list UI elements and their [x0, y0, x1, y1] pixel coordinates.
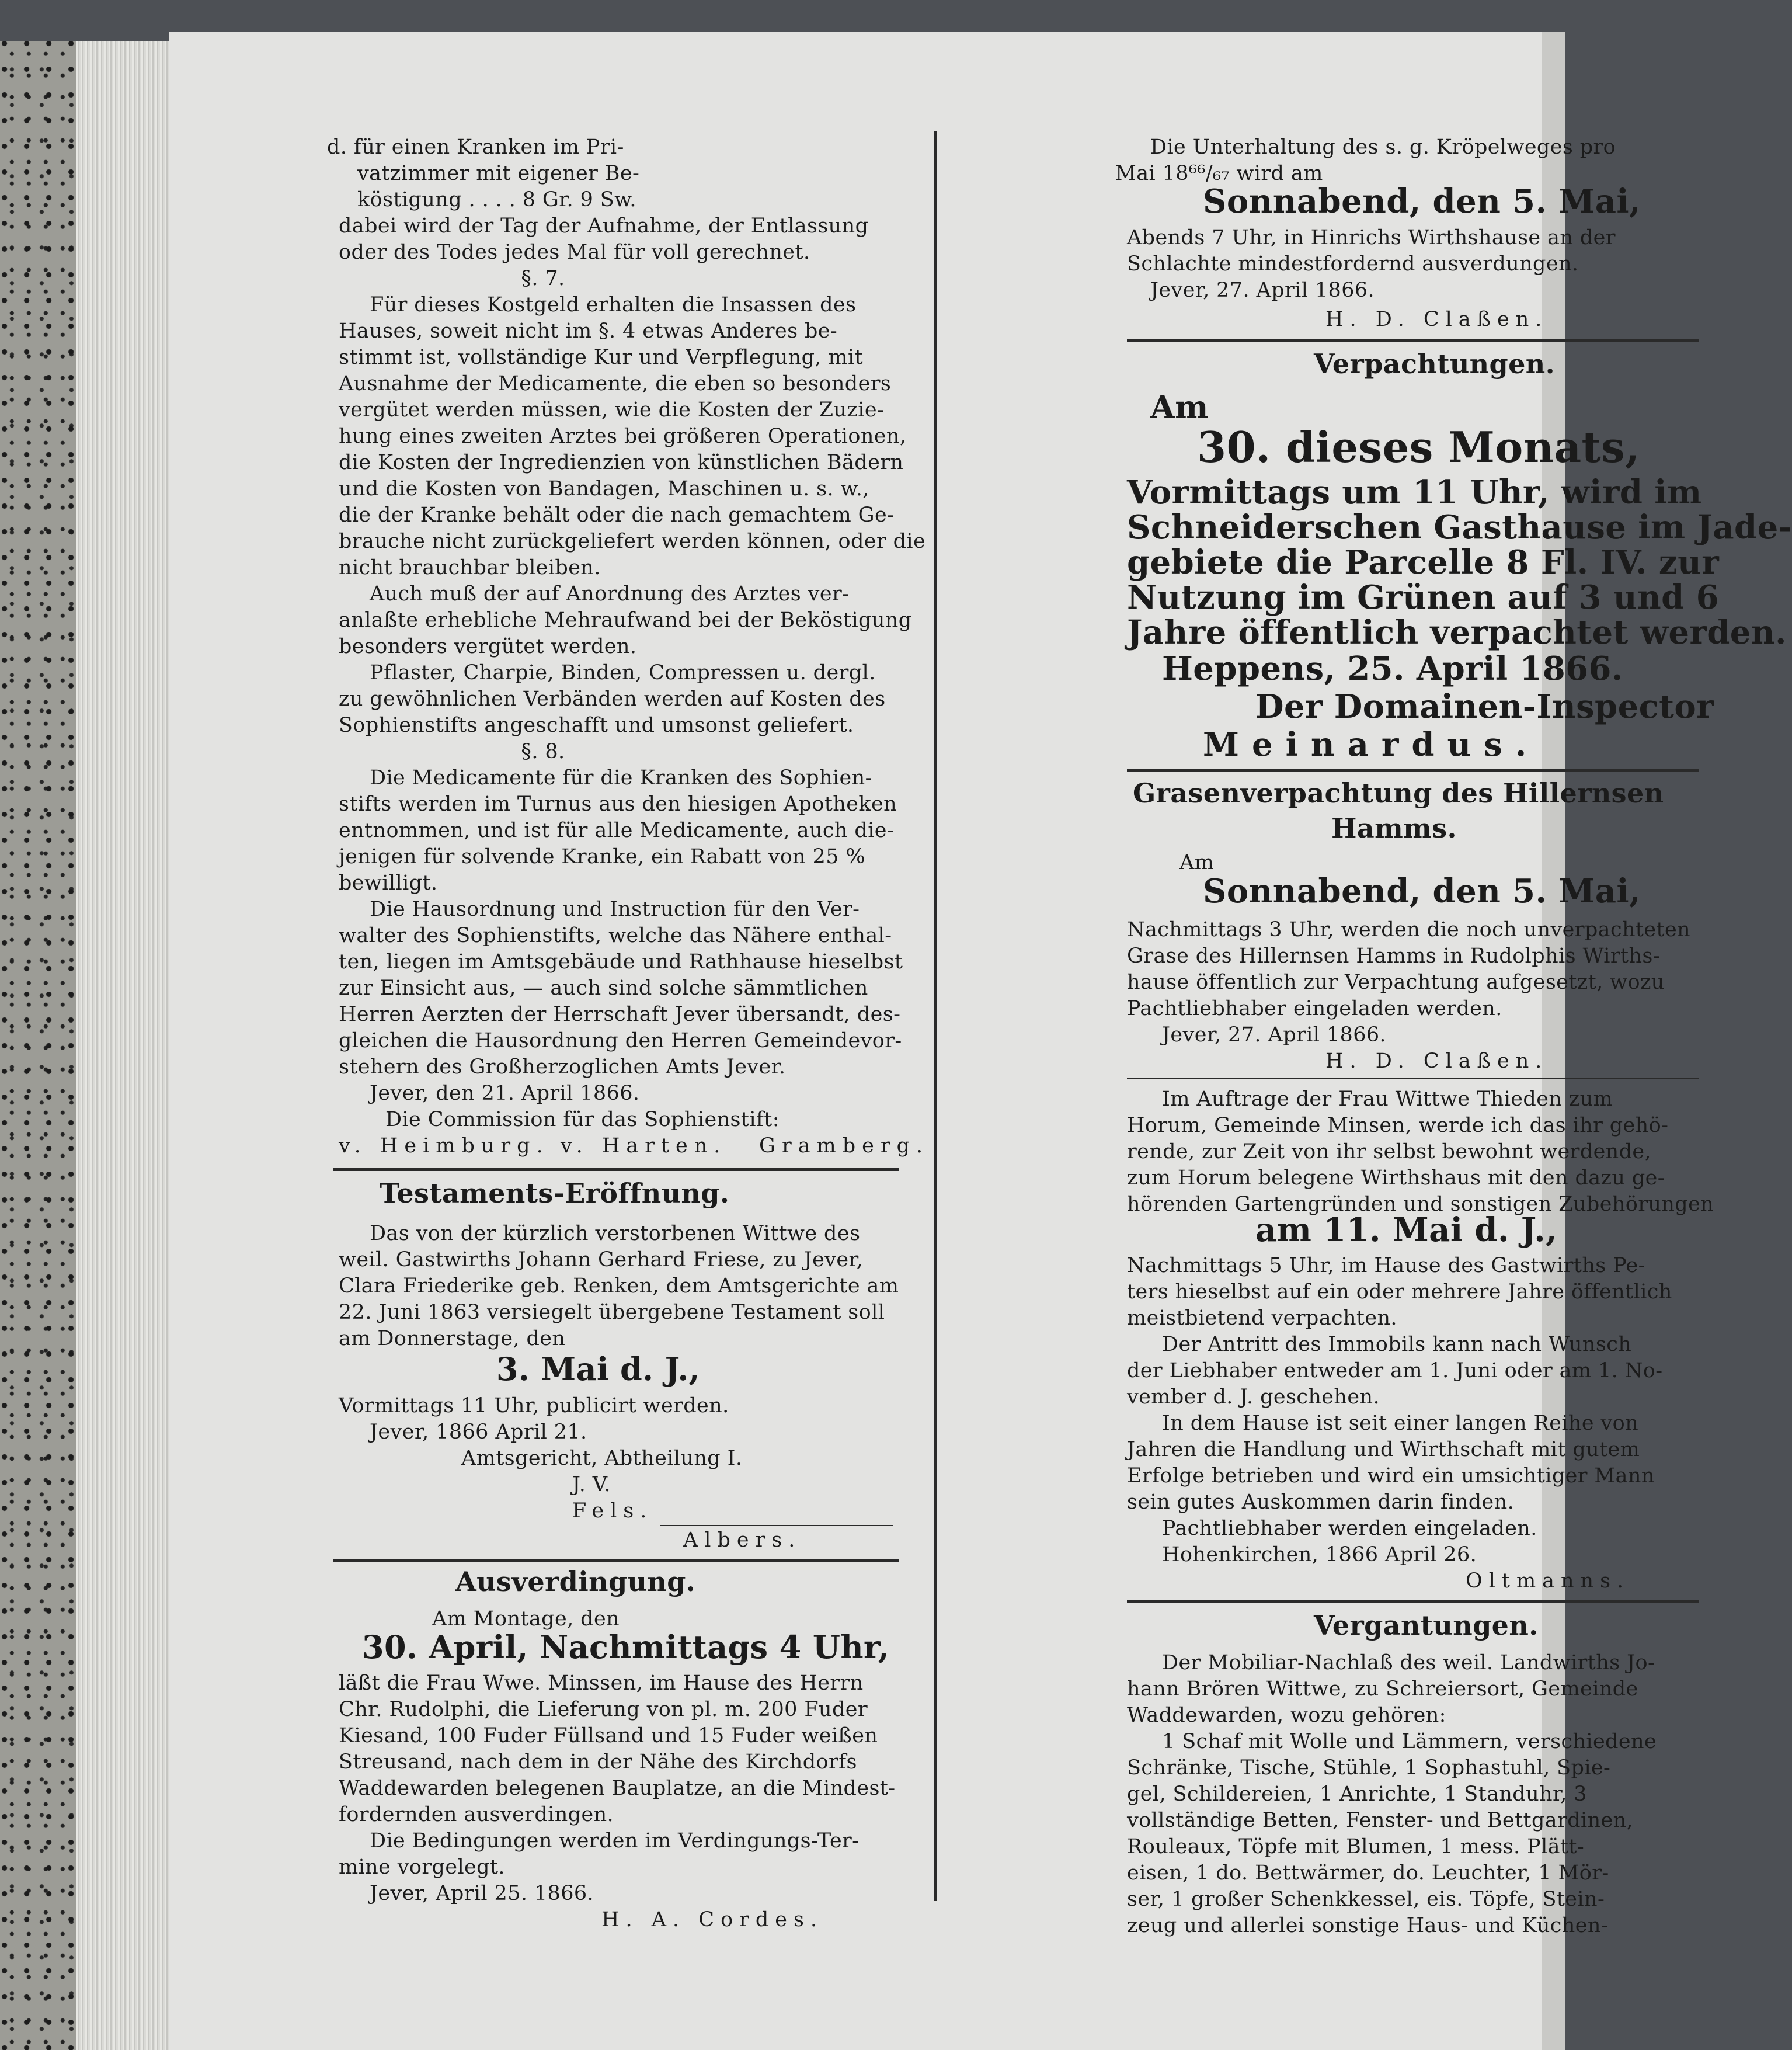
- date-highlight: am 11. Mai d. J.,: [1255, 1211, 1558, 1249]
- date-line: Jever, 27. April 1866.: [1150, 279, 1375, 302]
- text-line: Rouleaux, Töpfe mit Blumen, 1 mess. Plätt-: [1127, 1835, 1585, 1858]
- date-line: Hohenkirchen, 1866 April 26.: [1162, 1543, 1477, 1566]
- heading-vergantungen: Vergantungen.: [1314, 1610, 1539, 1641]
- text-line: Die Hausordnung und Instruction für den Ver-: [370, 898, 860, 921]
- text-line: Grase des Hillernsen Hamms in Rudolphis Wirths-: [1127, 944, 1660, 968]
- text-line: walter des Sophienstifts, welche das Nähere enthal-: [339, 924, 892, 947]
- date-highlight: Sonnabend, den 5. Mai,: [1203, 182, 1641, 221]
- text-line: Der Antritt des Immobils kann nach Wunsch: [1162, 1333, 1632, 1356]
- text-line: gleichen die Hausordnung den Herren Gemeindevor-: [339, 1029, 902, 1052]
- text-line: vember d. J. geschehen.: [1127, 1385, 1380, 1409]
- text-line: Sophienstifts angeschafft und umsonst geliefert.: [339, 714, 854, 737]
- signature: Albers.: [683, 1528, 802, 1552]
- book-edge: [0, 41, 76, 2050]
- text-line: meistbietend verpachten.: [1127, 1307, 1397, 1330]
- text-line: Hauses, soweit nicht im §. 4 etwas Anderes be-: [339, 319, 838, 343]
- section-mark: §. 8.: [521, 740, 565, 763]
- section-rule: [333, 1168, 899, 1171]
- text-line: eisen, 1 do. Bettwärmer, do. Leuchter, 1 Mör-: [1127, 1861, 1609, 1885]
- signature: H. D. Claßen.: [1325, 308, 1549, 331]
- text-line: Waddewarden belegenen Bauplatze, an die Mindest-: [339, 1777, 896, 1800]
- text-line: weil. Gastwirths Johann Gerhard Friese, zu Jever,: [339, 1248, 864, 1271]
- text-line: Chr. Rudolphi, die Lieferung von pl. m. 200 Fuder: [339, 1698, 868, 1721]
- date-line: Jever, 1866 April 21.: [370, 1420, 587, 1444]
- text-line: Das von der kürzlich verstorbenen Wittwe des: [370, 1222, 861, 1245]
- text-line: Erfolge betrieben und wird ein umsichtiger Mann: [1127, 1464, 1655, 1488]
- heading-grasenverpachtung-cont: Hamms.: [1331, 812, 1457, 844]
- text-line: Pachtliebhaber werden eingeladen.: [1162, 1517, 1537, 1540]
- text-line: Die Unterhaltung des s. g. Kröpelweges pro: [1150, 135, 1616, 159]
- text-line: Die Bedingungen werden im Verdingungs-Ter-: [370, 1829, 860, 1853]
- section-rule: [1127, 1078, 1699, 1079]
- text-line: stimmt ist, vollständige Kur und Verpflegung, mit: [339, 346, 864, 369]
- text-line: entnommen, und ist für alle Medicamente, auch die-: [339, 819, 895, 842]
- text-line: jenigen für solvende Kranke, ein Rabatt von 25 %: [339, 845, 866, 868]
- section-rule: [1127, 769, 1699, 772]
- text-line: Amtsgericht, Abtheilung I.: [461, 1447, 743, 1470]
- text-line: die Kosten der Ingredienzien von künstlichen Bädern: [339, 451, 904, 474]
- date-highlight: 30. April, Nachmittags 4 Uhr,: [362, 1628, 890, 1666]
- section-rule: [333, 1559, 899, 1562]
- text-line: ters hieselbst auf ein oder mehrere Jahre öffentlich: [1127, 1280, 1672, 1304]
- text-line: Der Domainen-Inspector: [1255, 687, 1714, 726]
- text-line: vollständige Betten, Fenster- und Bettgardinen,: [1127, 1809, 1634, 1832]
- text-line: Jahren die Handlung und Wirthschaft mit gutem: [1127, 1438, 1640, 1461]
- heading-ausverdingung: Ausverdingung.: [455, 1566, 696, 1597]
- text-line: oder des Todes jedes Mal für voll gerechnet.: [339, 241, 810, 264]
- date-line: Heppens, 25. April 1866.: [1162, 649, 1623, 688]
- signature: H. A. Cordes.: [601, 1908, 824, 1931]
- text-line: anlaßte erhebliche Mehraufwand bei der Beköstigung: [339, 609, 912, 632]
- text-line: stifts werden im Turnus aus den hiesigen Apotheken: [339, 793, 897, 816]
- text-line: Die Medicamente für die Kranken des Sophien-: [370, 766, 872, 790]
- text-line: J. V.: [572, 1473, 611, 1496]
- text-line: sein gutes Auskommen darin finden.: [1127, 1490, 1515, 1514]
- text-line: Streusand, nach dem in der Nähe des Kirchdorfs: [339, 1750, 857, 1774]
- date-line: Jever, den 21. April 1866.: [370, 1082, 640, 1105]
- signature: v. Heimburg.: [339, 1134, 549, 1158]
- text-line: Die Commission für das Sophienstift:: [385, 1108, 780, 1131]
- text-line: zur Einsicht aus, — auch sind solche sämmtlichen: [339, 977, 868, 1000]
- text-line: und die Kosten von Bandagen, Maschinen u. s. w.,: [339, 477, 869, 501]
- text-line: Auch muß der auf Anordnung des Arztes ver-: [370, 582, 850, 606]
- column-divider: [934, 131, 937, 1901]
- text-line: bewilligt.: [339, 871, 438, 895]
- signature-rule: [660, 1525, 893, 1526]
- signature: v. Harten.: [561, 1134, 727, 1158]
- heading-testaments-eroeffnung: Testaments-Eröffnung.: [380, 1177, 730, 1209]
- text-line: Vormittags um 11 Uhr, wird im: [1127, 473, 1702, 512]
- text-line: Am: [1179, 851, 1215, 874]
- text-line: die der Kranke behält oder die nach gemachtem Ge-: [339, 503, 895, 527]
- text-line: 22. Juni 1863 versiegelt übergebene Testament soll: [339, 1301, 885, 1324]
- text-line: Schlachte mindestfordernd ausverdungen.: [1127, 252, 1579, 276]
- text-line: In dem Hause ist seit einer langen Reihe von: [1162, 1412, 1639, 1435]
- text-line: brauche nicht zurückgeliefert werden können, oder die: [339, 530, 926, 553]
- text-line: fordernden ausverdingen.: [339, 1803, 614, 1826]
- text-line: hung eines zweiten Arztes bei größeren Operationen,: [339, 425, 907, 448]
- date-line: Jever, April 25. 1866.: [370, 1882, 594, 1905]
- text-line: hann Brören Wittwe, zu Schreiersort, Gemeinde: [1127, 1677, 1638, 1701]
- date-line: Jever, 27. April 1866.: [1162, 1023, 1387, 1047]
- text-line: Pflaster, Charpie, Binden, Compressen u. dergl.: [370, 661, 876, 685]
- newspaper-page: [169, 32, 1792, 2050]
- text-line: Schränke, Tische, Stühle, 1 Sophastuhl, Spie-: [1127, 1756, 1611, 1780]
- text-line: zu gewöhnlichen Verbänden werden auf Kosten des: [339, 687, 886, 711]
- text-line: vergütet werden müssen, wie die Kosten der Zuzie-: [339, 398, 885, 422]
- signature: Meinardus.: [1203, 725, 1540, 764]
- section-rule: [1127, 339, 1699, 342]
- date-highlight: Sonnabend, den 5. Mai,: [1203, 872, 1641, 911]
- text-line: am Donnerstage, den: [339, 1327, 566, 1350]
- text-line: Am: [1150, 388, 1209, 426]
- signature: Gramberg.: [759, 1134, 930, 1158]
- text-line: köstigung . . . . 8 Gr. 9 Sw.: [357, 188, 636, 211]
- text-line: Der Mobiliar-Nachlaß des weil. Landwirths Jo-: [1162, 1651, 1655, 1674]
- text-line: Nachmittags 3 Uhr, werden die noch unverpachteten: [1127, 918, 1690, 941]
- text-line: Clara Friederike geb. Renken, dem Amtsgerichte am: [339, 1274, 899, 1298]
- signature: H. D. Claßen.: [1325, 1050, 1549, 1073]
- signature: Oltmanns.: [1466, 1569, 1630, 1593]
- heading-grasenverpachtung: Grasenverpachtung des Hillernsen: [1133, 777, 1664, 809]
- text-line: Nachmittags 5 Uhr, im Hause des Gastwirths Pe-: [1127, 1254, 1645, 1277]
- text-line: Nutzung im Grünen auf 3 und 6: [1127, 578, 1719, 617]
- text-line: Vormittags 11 Uhr, publicirt werden.: [339, 1394, 729, 1417]
- text-line: vatzimmer mit eigener Be-: [357, 162, 640, 185]
- text-line: ten, liegen im Amtsgebäude und Rathhause hieselbst: [339, 950, 903, 974]
- text-line: zeug und allerlei sonstige Haus- und Küchen-: [1127, 1914, 1609, 1937]
- text-line: Im Auftrage der Frau Wittwe Thieden zum: [1162, 1087, 1613, 1111]
- text-line: hörenden Gartengründen und sonstigen Zubehörungen: [1127, 1193, 1714, 1216]
- section-rule: [1127, 1600, 1699, 1603]
- text-line: Waddewarden, wozu gehören:: [1127, 1704, 1446, 1727]
- text-line: läßt die Frau Wwe. Minssen, im Hause des Herrn: [339, 1672, 864, 1695]
- text-line: nicht brauchbar bleiben.: [339, 556, 601, 579]
- signature: Fels.: [572, 1499, 653, 1523]
- date-highlight: 3. Mai d. J.,: [496, 1350, 700, 1388]
- text-line: Horum, Gemeinde Minsen, werde ich das ihr gehö-: [1127, 1114, 1669, 1137]
- text-line: ser, 1 großer Schenkkessel, eis. Töpfe, Stein-: [1127, 1888, 1605, 1911]
- heading-verpachtungen: Verpachtungen.: [1314, 348, 1556, 380]
- text-line: dabei wird der Tag der Aufnahme, der Entlassung: [339, 214, 869, 238]
- text-line: 1 Schaf mit Wolle und Lämmern, verschiedene: [1162, 1730, 1657, 1753]
- text-line: Kiesand, 100 Fuder Füllsand und 15 Fuder weißen: [339, 1724, 878, 1747]
- text-line: Für dieses Kostgeld erhalten die Insassen des: [370, 293, 857, 317]
- date-highlight: 30. dieses Monats,: [1197, 422, 1640, 472]
- text-line: Abends 7 Uhr, in Hinrichs Wirthshause an der: [1127, 226, 1616, 249]
- section-mark: §. 7.: [521, 267, 565, 290]
- text-line: besonders vergütet werden.: [339, 635, 637, 658]
- text-line: gebiete die Parcelle 8 Fl. IV. zur: [1127, 543, 1720, 582]
- text-line: Ausnahme der Medicamente, die eben so besonders: [339, 372, 892, 395]
- text-line: hause öffentlich zur Verpachtung aufgesetzt, wozu: [1127, 971, 1665, 994]
- text-line: Jahre öffentlich verpachtet werden.: [1127, 613, 1787, 652]
- text-line: Pachtliebhaber eingeladen werden.: [1127, 997, 1502, 1020]
- text-line: Herren Aerzten der Herrschaft Jever übersandt, des-: [339, 1003, 901, 1026]
- text-line: d. für einen Kranken im Pri-: [327, 135, 624, 159]
- text-line: zum Horum belegene Wirthshaus mit den dazu ge-: [1127, 1166, 1665, 1190]
- text-line: Am Montage, den: [432, 1607, 620, 1631]
- text-line: der Liebhaber entweder am 1. Juni oder am 1. No-: [1127, 1359, 1663, 1382]
- text-line: rende, zur Zeit von ihr selbst bewohnt werdende,: [1127, 1140, 1652, 1163]
- text-line: Schneiderschen Gasthause im Jade-: [1127, 508, 1792, 547]
- text-line: Mai 18⁶⁶/₆₇ wird am: [1115, 162, 1323, 185]
- text-line: gel, Schildereien, 1 Anrichte, 1 Standuhr, 3: [1127, 1783, 1587, 1806]
- text-line: mine vorgelegt.: [339, 1856, 505, 1879]
- text-line: stehern des Großherzoglichen Amts Jever.: [339, 1055, 786, 1079]
